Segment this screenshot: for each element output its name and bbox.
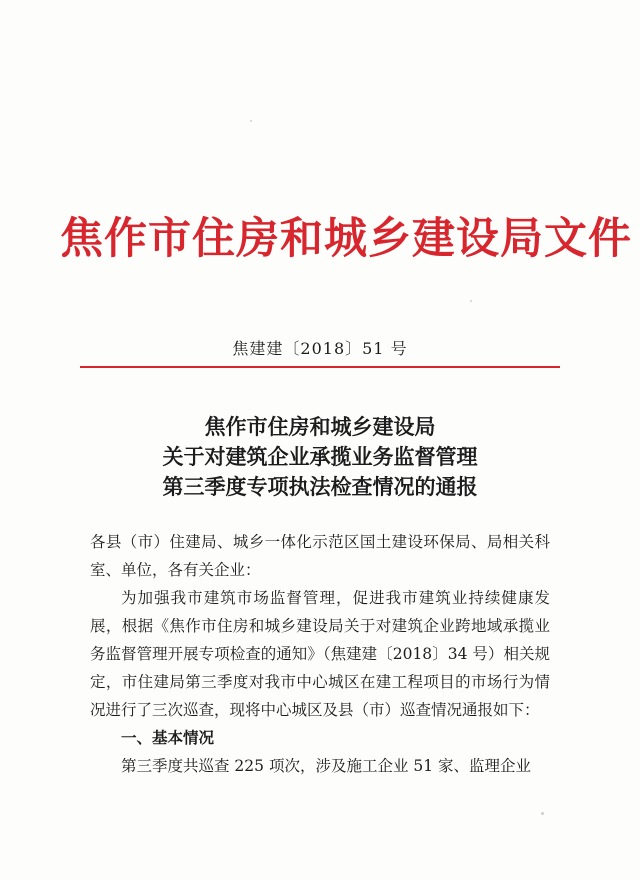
document-body xyxy=(90,528,550,780)
addressee-paragraph: 各县（市）住建局、城乡一体化示范区国土建设环保局、局相关科室、单位，各有关企业： xyxy=(90,533,550,579)
subject-line-2: 关于对建筑企业承揽业务监督管理 xyxy=(162,444,478,469)
scan-speck xyxy=(470,300,472,302)
scan-speck xyxy=(541,812,544,815)
basic-info-paragraph: 第三季度共巡查 225 项次，涉及施工企业 51 家、监理企业 xyxy=(121,757,532,775)
red-divider-line xyxy=(80,366,560,368)
document-subject xyxy=(0,412,640,502)
subject-line-3: 第三季度专项执法检查情况的通报 xyxy=(162,474,478,499)
document-number: 焦建建〔2018〕51 号 xyxy=(232,339,408,358)
subject-line-1: 焦作市住房和城乡建设局 xyxy=(204,414,436,439)
scan-speck xyxy=(250,120,252,122)
agency-header-title: 焦作市住房和城乡建设局文件 xyxy=(60,214,632,264)
intro-paragraph: 为加强我市建筑市场监督管理，促进我市建筑业持续健康发展，根据《焦作市住房和城乡建设局关于对建筑企业跨地域承揽业务监督管理开展专项检查的通知》（焦建建〔2018〕34 号）相关规定，市住建局第三季度对我市中心城区在建工程项目的市场行为情况进行了三次巡查，现将中心城区及县（市）巡查情况通报如下： xyxy=(90,589,550,719)
section-heading-basic: 一、基本情况 xyxy=(121,729,215,747)
